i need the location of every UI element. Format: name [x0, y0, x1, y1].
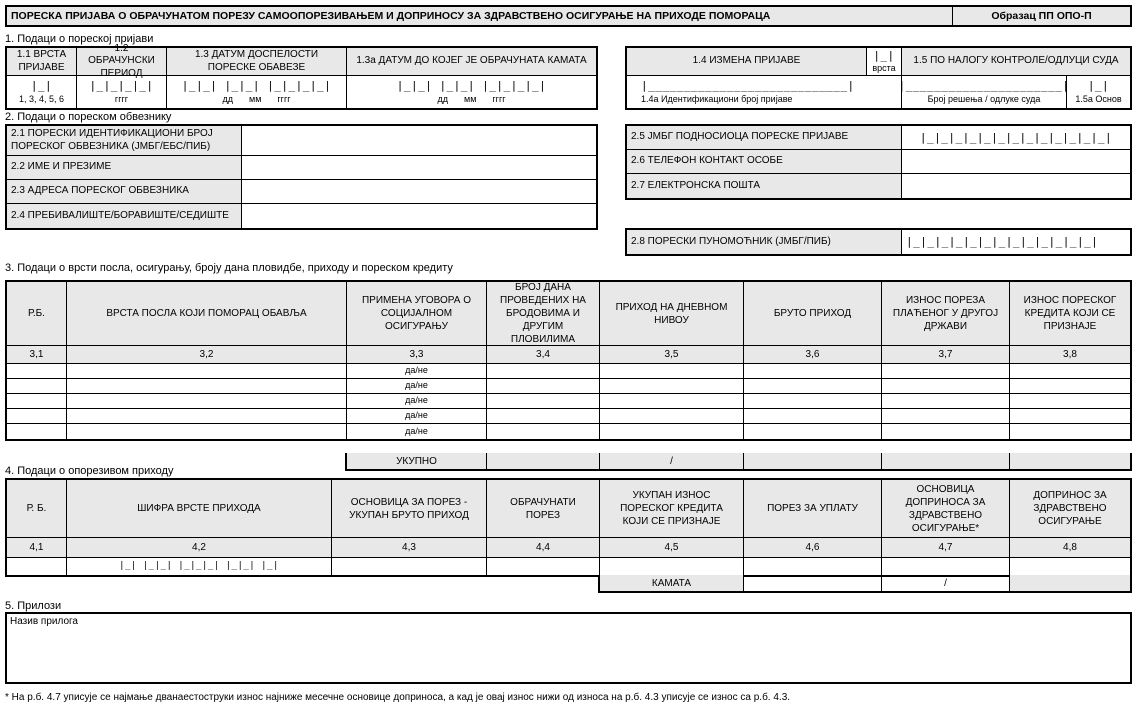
field-2-4-input[interactable] [242, 204, 596, 228]
section1-right-table [625, 46, 1132, 110]
field-1-2-label: 1.2 ОБРАЧУНСКИ ПЕРИОД [77, 48, 167, 76]
field-1-1-input[interactable] [7, 76, 77, 108]
field-1-4-label: 1.4 ИЗМЕНА ПРИЈАВЕ [627, 48, 867, 76]
section3-data-row [7, 424, 1130, 439]
field-1-5-number-label: Број решења / одлуке суда [927, 93, 1041, 104]
cell-4-6[interactable] [744, 558, 882, 575]
col-header-3-8: ИЗНОС ПОРЕСКОГ КРЕДИТА КОЈИ СЕ ПРИЗНАЈЕ [1010, 282, 1130, 346]
col-number: 4,8 [1010, 538, 1130, 558]
col-header-3-6: БРУТО ПРИХОД [744, 282, 882, 346]
cell-3-7[interactable] [882, 424, 1010, 439]
field-1-3a-input[interactable] [347, 76, 596, 108]
field-1-5-number-line[interactable]: |______________________| [898, 79, 1070, 92]
field-2-6-label: 2.6 ТЕЛЕФОН КОНТАКТ ОСОБЕ [627, 150, 902, 174]
field-1-3-boxes[interactable]: |_|_| |_|_| |_|_|_|_| [181, 79, 332, 92]
cell-3-8[interactable] [1010, 364, 1130, 379]
col-number: 4,5 [600, 538, 744, 558]
cell-3-3-yes-no[interactable]: да/не [347, 364, 487, 379]
interest-cell-4-6[interactable] [744, 575, 882, 591]
section4-heading: 4. Подаци о опорезивом приходу [5, 465, 174, 477]
field-1-3-label: 1.3 ДАТУМ ДОСПЕЛОСТИ ПОРЕСКЕ ОБАВЕЗЕ [167, 48, 347, 76]
cell-3-6[interactable] [744, 409, 882, 424]
cell-3-2[interactable] [67, 394, 347, 409]
cell-3-4[interactable] [487, 409, 600, 424]
field-1-5a-label: 1.5а Основ [1075, 93, 1122, 104]
interest-label: КАМАТА [600, 575, 744, 591]
col-header-4-1: Р. Б. [7, 480, 67, 538]
col-header-4-7: ОСНОВИЦА ДОПРИНОСА ЗА ЗДРАВСТВЕНО ОСИГУРАЊЕ* [882, 480, 1010, 538]
col-number: 4,7 [882, 538, 1010, 558]
cell-3-1[interactable] [7, 379, 67, 394]
cell-3-4[interactable] [487, 379, 600, 394]
section4-table [5, 478, 1132, 577]
col-number: 4,4 [487, 538, 600, 558]
cell-3-1[interactable] [7, 409, 67, 424]
col-header-4-5: УКУПАН ИЗНОС ПОРЕСКОГ КРЕДИТА КОЈИ СЕ ПРИЗНАЈЕ [600, 480, 744, 538]
title-bar [5, 5, 1132, 27]
col-number: 3,7 [882, 346, 1010, 364]
field-1-1-hint: 1, 3, 4, 5, 6 [18, 93, 65, 104]
cell-4-7[interactable] [882, 558, 1010, 575]
col-number: 4,3 [332, 538, 487, 558]
cell-3-3-yes-no[interactable]: да/не [347, 379, 487, 394]
cell-3-5[interactable] [600, 364, 744, 379]
section1-left-table [5, 42, 598, 110]
section4-interest-row [598, 575, 1132, 593]
cell-3-4[interactable] [487, 424, 600, 439]
cell-3-5[interactable] [600, 424, 744, 439]
section3-numbers-row [7, 346, 1130, 364]
field-1-3a-hints [437, 94, 505, 105]
cell-3-5[interactable] [600, 379, 744, 394]
col-number: 3,6 [744, 346, 882, 364]
cell-3-6[interactable] [744, 394, 882, 409]
field-2-8-input[interactable]: |_|_|_|_|_|_|_|_|_|_|_|_|_| [906, 235, 1099, 249]
col-number: 3,2 [67, 346, 347, 364]
cell-3-1[interactable] [7, 424, 67, 439]
col-header-4-6: ПОРЕЗ ЗА УПЛАТУ [744, 480, 882, 538]
field-1-2-hint: гггг [114, 93, 129, 104]
col-header-4-2: ШИФРА ВРСТЕ ПРИХОДА [67, 480, 332, 538]
col-header-3-2: ВРСТА ПОСЛА КОЈИ ПОМОРАЦ ОБАВЉА [67, 282, 347, 346]
field-2-1-label: 2.1 ПОРЕСКИ ИДЕНТИФИКАЦИОНИ БРОЈ ПОРЕСКОГ ОБВЕЗНИКА (ЈМБГ/ЕБС/ПИБ) [7, 126, 242, 156]
col-number: 3,4 [487, 346, 600, 364]
field-2-1-input[interactable] [242, 126, 596, 156]
field-1-4a-input[interactable] [627, 76, 902, 108]
field-1-4-vrsta-label: врста [872, 63, 896, 74]
cell-4-3[interactable] [332, 558, 487, 575]
cell-4-1[interactable] [7, 558, 67, 575]
cell-3-8[interactable] [1010, 424, 1130, 439]
cell-3-5[interactable] [600, 409, 744, 424]
col-number: 4,2 [67, 538, 332, 558]
field-2-5-input[interactable]: |_|_|_|_|_|_|_|_|_|_|_|_|_| [902, 126, 1130, 150]
total-cell-3-4[interactable] [487, 453, 600, 469]
cell-3-3-yes-no[interactable]: да/не [347, 424, 487, 439]
cell-4-2-code-boxes[interactable]: |_| |_|_| |_|_|_| |_|_| |_| [67, 558, 332, 575]
cell-3-2[interactable] [67, 409, 347, 424]
field-1-3a-boxes[interactable]: |_|_| |_|_| |_|_|_|_| [396, 79, 547, 92]
cell-3-8[interactable] [1010, 394, 1130, 409]
col-header-3-4: БРОЈ ДАНА ПРОВЕДЕНИХ НА БРОДОВИМА И ДРУГИМ ПЛОВИЛИМА [487, 282, 600, 346]
cell-3-3-yes-no[interactable]: да/не [347, 394, 487, 409]
section4-header-row [7, 480, 1130, 538]
field-2-6-input[interactable] [902, 150, 1130, 174]
cell-3-3-yes-no[interactable]: да/не [347, 409, 487, 424]
total-cell-3-7[interactable] [882, 453, 1010, 469]
hint-yyyy: гггг [277, 93, 291, 104]
section4-data-row [7, 558, 1130, 575]
field-2-8-label: 2.8 ПОРЕСКИ ПУНОМОЋНИК (ЈМБГ/ПИБ) [627, 230, 902, 254]
attachments-input[interactable]: Назив прилога [5, 612, 1132, 684]
cell-3-7[interactable] [882, 379, 1010, 394]
cell-4-8[interactable] [1010, 558, 1130, 575]
section2-attorney-table [625, 228, 1132, 256]
section1-heading: 1. Подаци о пореској пријави [5, 33, 154, 45]
cell-3-8[interactable] [1010, 379, 1130, 394]
section3-data-row [7, 379, 1130, 394]
field-2-2-label: 2.2 ИМЕ И ПРЕЗИМЕ [7, 156, 242, 180]
field-1-4a-label: 1.4а Идентификациони број пријаве [641, 93, 793, 104]
field-1-3-input[interactable] [167, 76, 347, 108]
section3-header-row [7, 282, 1130, 346]
cell-3-1[interactable] [7, 364, 67, 379]
section2-right-table [625, 124, 1132, 200]
total-cell-3-5-slash: / [600, 453, 744, 469]
field-1-1-label: 1.1 ВРСТА ПРИЈАВЕ [7, 48, 77, 76]
section3-heading: 3. Подаци о врсти посла, осигурању, броју дана пловидбе, приходу и пореском кредиту [5, 262, 453, 274]
cell-3-4[interactable] [487, 394, 600, 409]
col-header-3-3: ПРИМЕНА УГОВОРА О СОЦИЈАЛНОМ ОСИГУРАЊУ [347, 282, 487, 346]
form-title: ПОРЕСКА ПРИЈАВА О ОБРАЧУНАТОМ ПОРЕЗУ САМООПОРЕЗИВАЊЕМ И ДОПРИНОСУ ЗА ЗДРАВСТВЕНО ОСИГУРАЊЕ НА ПРИХОДЕ ПОМОРАЦА [11, 10, 771, 22]
total-cell-3-8[interactable] [1010, 453, 1130, 469]
section2-left-table [5, 124, 598, 230]
field-2-7-label: 2.7 ЕЛЕКТРОНСКА ПОШТА [627, 174, 902, 198]
field-2-3-label: 2.3 АДРЕСА ПОРЕСКОГ ОБВЕЗНИКА [7, 180, 242, 204]
cell-3-4[interactable] [487, 364, 600, 379]
cell-3-6[interactable] [744, 424, 882, 439]
section5-heading: 5. Прилози [5, 600, 62, 612]
col-header-4-8: ДОПРИНОС ЗА ЗДРАВСТВЕНО ОСИГУРАЊЕ [1010, 480, 1130, 538]
hint-mm: мм [464, 93, 477, 104]
field-1-1-boxes[interactable]: |_| [30, 79, 53, 92]
cell-3-2[interactable] [67, 424, 347, 439]
hint-mm: мм [249, 93, 262, 104]
hint-yyyy: гггг [492, 93, 506, 104]
section3-table [5, 280, 1132, 441]
section4-numbers-row [7, 538, 1130, 558]
field-2-4-label: 2.4 ПРЕБИВАЛИШТЕ/БОРАВИШТЕ/СЕДИШТЕ [7, 204, 242, 228]
interest-cell-4-8[interactable] [1010, 575, 1130, 591]
col-header-3-5: ПРИХОД НА ДНЕВНОМ НИВОУ [600, 282, 744, 346]
field-2-5-label: 2.5 ЈМБГ ПОДНОСИОЦА ПОРЕСКЕ ПРИЈАВЕ [627, 126, 902, 150]
cell-3-2[interactable] [67, 364, 347, 379]
field-1-3-hints [222, 94, 290, 105]
field-1-5-number-input[interactable] [898, 76, 1070, 108]
field-1-5a-input[interactable] [1067, 76, 1130, 108]
field-1-5-label: 1.5 ПО НАЛОГУ КОНТРОЛЕ/ОДЛУЦИ СУДА [902, 48, 1130, 76]
field-1-5a-boxes[interactable]: |_| [1087, 79, 1110, 92]
col-header-4-3: ОСНОВИЦА ЗА ПОРЕЗ - УКУПАН БРУТО ПРИХОД [332, 480, 487, 538]
cell-3-7[interactable] [882, 409, 1010, 424]
cell-3-7[interactable] [882, 364, 1010, 379]
field-2-7-input[interactable] [902, 174, 1130, 198]
col-number: 3,3 [347, 346, 487, 364]
field-1-4a-line[interactable]: |____________________________| [641, 79, 855, 92]
col-number: 4,1 [7, 538, 67, 558]
hint-dd: дд [222, 93, 233, 104]
cell-3-1[interactable] [7, 394, 67, 409]
cell-3-2[interactable] [67, 379, 347, 394]
col-number: 3,1 [7, 346, 67, 364]
field-1-4-vrsta-boxes[interactable]: |_| [873, 48, 895, 62]
hint-dd: дд [437, 93, 448, 104]
section3-data-row [7, 394, 1130, 409]
col-header-3-1: Р.Б. [7, 282, 67, 346]
cell-3-8[interactable] [1010, 409, 1130, 424]
field-1-3a-label: 1.3а ДАТУМ ДО КОЈЕГ ЈЕ ОБРАЧУНАТА КАМАТА [347, 48, 596, 76]
col-header-4-4: ОБРАЧУНАТИ ПОРЕЗ [487, 480, 600, 538]
field-2-2-input[interactable] [242, 156, 596, 180]
field-1-2-input[interactable] [77, 76, 167, 108]
cell-3-6[interactable] [744, 379, 882, 394]
footnote: * На р.б. 4.7 уписује се најмање дванаестоструки износ најниже месечне основице доприноса, а кад је овај износ нижи од износа на р.б. 4.3 уписује се износ са р.б. 4.3. [5, 692, 791, 703]
col-header-3-7: ИЗНОС ПОРЕЗА ПЛАЋЕНОГ У ДРУГОЈ ДРЖАВИ [882, 282, 1010, 346]
col-number: 3,8 [1010, 346, 1130, 364]
section3-total-row [345, 453, 1132, 471]
field-2-3-input[interactable] [242, 180, 596, 204]
total-label: УКУПНО [347, 453, 487, 469]
total-cell-3-6[interactable] [744, 453, 882, 469]
form-code-badge: Образац ПП ОПО-П [952, 7, 1130, 25]
section2-heading: 2. Подаци о пореском обвезнику [5, 111, 172, 123]
interest-cell-4-7-slash: / [882, 575, 1010, 591]
cell-3-6[interactable] [744, 364, 882, 379]
cell-4-5[interactable] [600, 558, 744, 575]
col-number: 4,6 [744, 538, 882, 558]
section3-data-row [7, 364, 1130, 379]
cell-3-5[interactable] [600, 394, 744, 409]
col-number: 3,5 [600, 346, 744, 364]
field-1-2-boxes[interactable]: |_|_|_|_| [89, 79, 154, 92]
section3-data-row [7, 409, 1130, 424]
cell-4-4[interactable] [487, 558, 600, 575]
cell-3-7[interactable] [882, 394, 1010, 409]
field-1-4-vrsta-input[interactable] [867, 48, 902, 76]
